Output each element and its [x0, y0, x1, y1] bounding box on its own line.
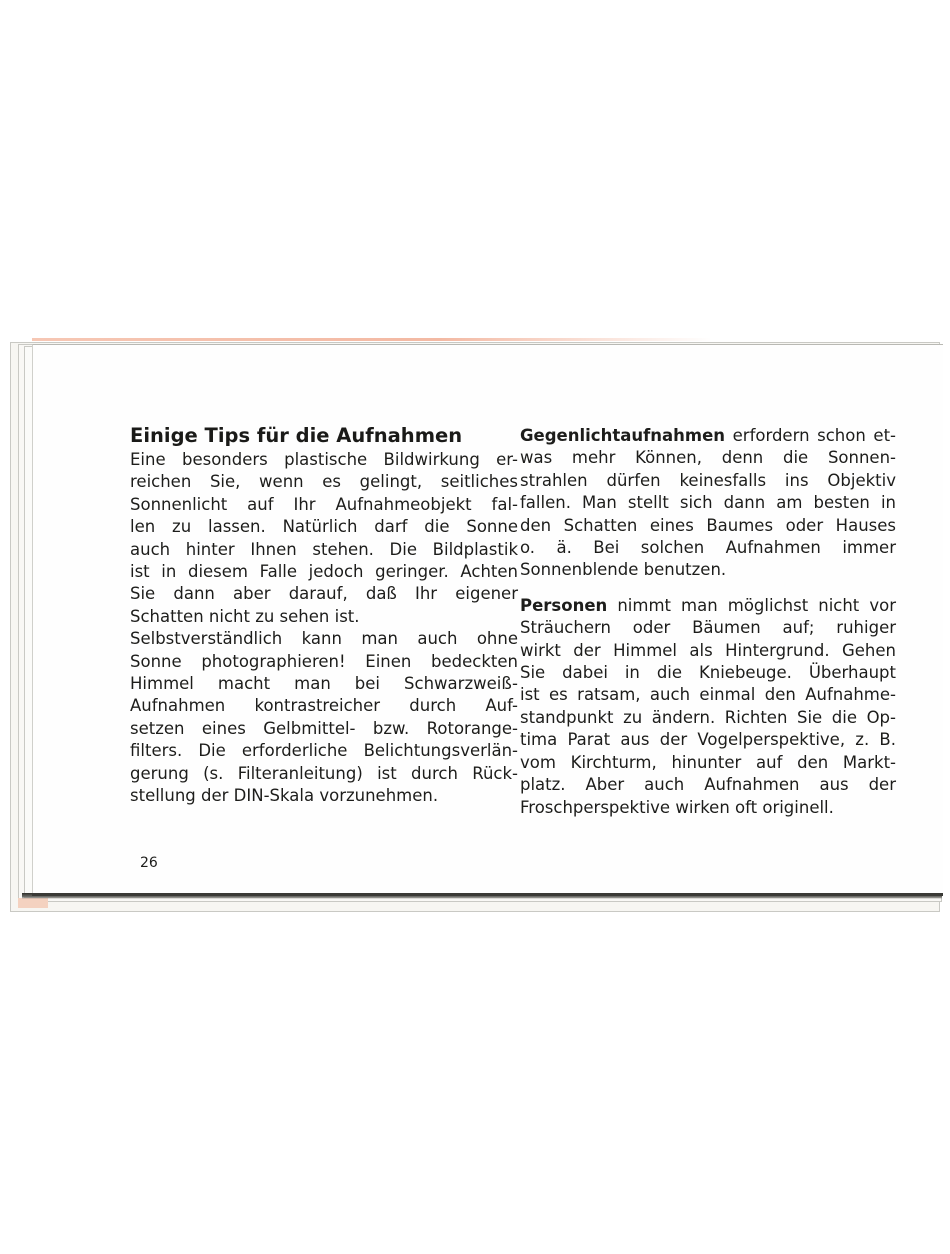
page-number: 26 [140, 855, 158, 871]
paragraph-sidelight [130, 449, 518, 628]
section-heading: Einige Tips für die Aufnahmen [130, 424, 463, 447]
text-fragment: erfordern schon et- [725, 426, 896, 445]
right-column [520, 425, 896, 819]
text-line: Aufnahmen kontrastreicher durch Auf- [130, 696, 518, 716]
text-line: filters. Die erforderliche Belichtungsverlän- [130, 741, 518, 761]
text-line: Himmel macht man bei Schwarzweiß- [130, 674, 518, 694]
booklet-page [32, 344, 943, 893]
text-line: Eine besonders plastische Bildwirkung er- [130, 450, 518, 469]
cover-corner [18, 898, 48, 908]
text-line: ist in diesem Falle jedoch geringer. Achten [130, 562, 518, 582]
text-line: wirkt der Himmel als Hintergrund. Gehen [520, 640, 896, 660]
text-line: fallen. Man stellt sich dann am besten in [520, 493, 896, 513]
left-column [130, 423, 518, 808]
text-line: Selbstverständlich kann man auch ohne [130, 629, 518, 649]
keyword-backlight: Gegenlichtaufnahmen [520, 426, 726, 445]
paragraph-backlight [520, 425, 896, 582]
text-line: o. ä. Bei solchen Aufnahmen immer [520, 538, 896, 558]
text-line: gerung (s. Filteranleitung) ist durch Rück- [130, 763, 518, 783]
text-fragment: nimmt man möglichst nicht vor [607, 595, 896, 615]
text-line: setzen eines Gelbmittel- bzw. Rotorange- [130, 718, 518, 738]
text-line: reichen Sie, wenn es gelingt, seitliches [130, 472, 518, 492]
text-line: len zu lassen. Natürlich darf die Sonne [130, 517, 518, 537]
text-line: Sie dann aber darauf, daß Ihr eigener [130, 584, 518, 604]
keyword-persons: Personen [520, 595, 608, 615]
text-line: vom Kirchturm, hinunter auf den Markt- [520, 752, 896, 772]
text-line: standpunkt zu ändern. Richten Sie die Op- [520, 707, 896, 727]
text-line: Sonnenblende benutzen. [520, 560, 727, 580]
text-line: Schatten nicht zu sehen ist. [130, 606, 360, 626]
text-line: was mehr Können, denn die Sonnen- [520, 448, 896, 468]
text-line: auch hinter Ihnen stehen. Die Bildplastik [130, 539, 518, 559]
paragraph-persons [520, 595, 896, 819]
page-shadow [22, 893, 942, 899]
text-line: ist es ratsam, auch einmal den Aufnahme- [520, 685, 896, 705]
booklet-scan [10, 338, 942, 913]
text-line: Sie dabei in die Kniebeuge. Überhaupt [520, 663, 896, 683]
text-line: platz. Aber auch Aufnahmen aus der [520, 775, 896, 795]
text-line [520, 595, 896, 617]
text-line: Sträuchern oder Bäumen auf; ruhiger [520, 618, 896, 638]
text-line: stellung der DIN-Skala vorzunehmen. [130, 786, 439, 806]
text-line: tima Parat aus der Vogelperspektive, z. B. [520, 730, 896, 750]
text-line: den Schatten eines Baumes oder Hauses [520, 515, 896, 535]
paragraph-overcast [130, 628, 518, 807]
text-line: Sonne photographieren! Einen bedeckten [130, 651, 518, 671]
text-line: Sonnenlicht auf Ihr Aufnahmeobjekt fal- [130, 494, 518, 514]
text-line: strahlen dürfen keinesfalls ins Objektiv [520, 470, 896, 490]
cover-edge [32, 338, 712, 341]
text-line: Froschperspektive wirken oft originell. [520, 797, 834, 817]
text-line [520, 425, 896, 447]
